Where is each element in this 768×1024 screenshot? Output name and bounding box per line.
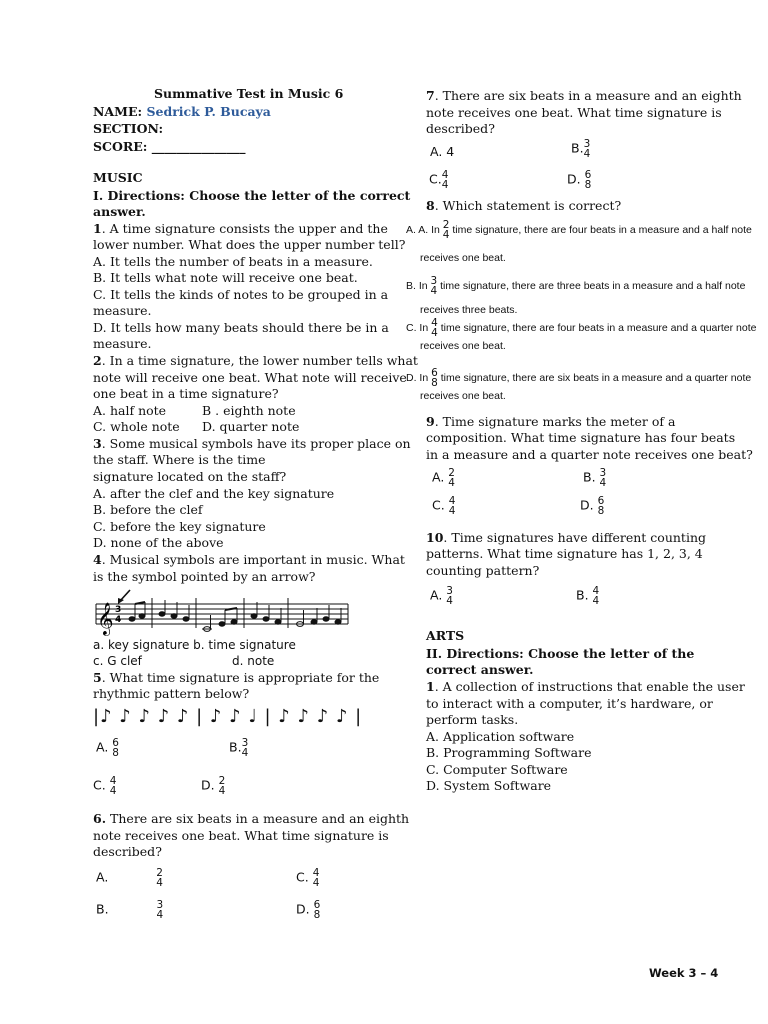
music-directions: I. Directions: Choose the letter of the correct	[93, 188, 411, 203]
q9-stem	[426, 414, 675, 430]
arts-heading: ARTS	[426, 628, 465, 643]
q2-option-b: B . eighth note	[202, 403, 296, 418]
q7-option-d-fraction: 6 8	[584, 169, 592, 191]
q8-option-a-cont: receives one beat.	[420, 252, 506, 264]
q5-number: 5	[93, 670, 102, 685]
name-row	[93, 104, 271, 120]
q6-option-d-fraction: 6 8	[313, 899, 321, 921]
q8-option-c-cont: receives one beat.	[420, 340, 506, 352]
q1-option-c: C. It tells the kinds of notes to be grouped in a	[93, 287, 389, 302]
q1-option-d-cont: measure.	[93, 336, 152, 351]
q9-option-c-letter: C.	[432, 497, 445, 513]
q6-option-c	[296, 868, 319, 888]
q9-number: 9	[426, 414, 435, 429]
q8-option-b-text: time signature, there are three beats in a measure and a half note	[440, 279, 746, 292]
test-title: Summative Test in Music 6	[154, 86, 344, 101]
q8-option-c-fraction: 4 4	[431, 317, 438, 339]
music-directions-cont: answer.	[93, 204, 146, 219]
q8-option-b	[406, 276, 745, 296]
q5-option-c-fraction: 4 4	[109, 775, 117, 797]
q9-option-d	[580, 496, 604, 516]
q8-option-d-fraction: 6 8	[431, 367, 438, 389]
q8-option-a-fraction: 2 4	[442, 219, 450, 241]
q10-stem	[426, 530, 706, 546]
q2-option-a: A. half note	[93, 403, 167, 418]
q3-number: 3	[93, 436, 102, 451]
q8-option-c	[406, 318, 757, 338]
q9-option-d-fraction: 6 8	[597, 495, 605, 517]
q9-option-b	[583, 468, 606, 488]
q8-option-c-text: time signature, there are four beats in a measure and a quarter note	[440, 321, 757, 334]
q5-option-d-fraction: 2 4	[218, 775, 226, 797]
q7-option-c	[429, 170, 448, 190]
q10-number: 10	[426, 530, 444, 545]
q7-option-c-fraction: 4 4	[441, 169, 449, 191]
q6-number: 6.	[93, 811, 107, 826]
q9-option-c-fraction: 4 4	[448, 495, 456, 517]
q7-option-b	[571, 139, 590, 159]
q8-option-a-text: time signature, there are four beats in a measure and a half note	[452, 223, 752, 236]
q8-option-c-prefix: C. In	[406, 321, 429, 334]
q5-option-d-letter: D.	[201, 777, 215, 793]
week-label: Week 3 – 4	[649, 966, 719, 980]
q8-option-d-text: time signature, there are six beats in a measure and a quarter note	[440, 371, 752, 384]
q7-line: described?	[426, 121, 495, 136]
q3-line: the staff. Where is the time	[93, 452, 266, 467]
q5-line: rhythmic pattern below?	[93, 686, 250, 701]
music-staff-illustration	[92, 588, 354, 640]
q7-option-c-letter: C.	[429, 171, 442, 187]
q3-option-a: A. after the clef and the key signature	[93, 486, 335, 501]
q6-line: note receives one beat. What time signature is	[93, 828, 389, 843]
q5-option-d	[201, 776, 225, 796]
q6-option-b-fraction: 3 4	[156, 899, 164, 921]
section-label: SECTION:	[93, 121, 164, 136]
q8-option-a	[406, 220, 752, 240]
q7-option-a: A. 4	[430, 144, 455, 159]
q3-line: signature located on the staff?	[93, 469, 287, 484]
q6-line: There are six beats in a measure and an eighth	[106, 811, 410, 826]
time-signature-upper: 3	[115, 605, 122, 615]
name-label: NAME:	[93, 104, 143, 119]
student-name: Sedrick P. Bucaya	[146, 104, 271, 119]
arts-q1-option-a: A. Application software	[426, 729, 575, 744]
q6-option-b	[96, 900, 163, 920]
q5-option-a-fraction: 6 8	[112, 737, 119, 759]
q9-option-a-letter: A.	[432, 469, 445, 485]
q2-option-c: C. whole note	[93, 419, 180, 434]
q8-number: 8	[426, 198, 435, 213]
q7-number: 7	[426, 88, 435, 103]
q8-stem	[426, 198, 621, 214]
q1-stem	[93, 221, 388, 237]
rhythmic-pattern: |♪ ♪ ♪ ♪ ♪ | ♪ ♪ ♩ | ♪ ♪ ♪ ♪ |	[93, 706, 363, 727]
arts-q1-line: perform tasks.	[426, 712, 519, 727]
q1-option-d: D. It tells how many beats should there be in a	[93, 320, 389, 335]
q6-line: described?	[93, 844, 162, 859]
q2-line: one beat in a time signature?	[93, 386, 279, 401]
q10-option-a-fraction: 3 4	[446, 585, 453, 607]
q8-option-a-prefix: A. A. In	[406, 223, 440, 236]
q9-line: . Time signature marks the meter of a	[434, 414, 676, 429]
q4-option-ab: a. key signature b. time signature	[93, 638, 296, 652]
q2-line: . In a time signature, the lower number tells what	[101, 353, 418, 368]
q9-option-c	[432, 496, 455, 516]
q10-option-b-letter: B.	[576, 587, 589, 603]
q4-line: . Musical symbols are important in music. What	[101, 552, 405, 567]
q9-line: composition. What time signature has four beats	[426, 430, 736, 445]
q3-option-b: B. before the clef	[93, 502, 203, 517]
score-label: SCORE: _______________	[93, 139, 246, 154]
q6-option-a-letter: A.	[96, 869, 109, 885]
q4-option-c: c. G clef	[93, 654, 142, 668]
q8-option-b-prefix: B. In	[406, 279, 428, 292]
q2-number: 2	[93, 353, 102, 368]
q9-option-a	[432, 468, 455, 488]
arts-directions-cont: correct answer.	[426, 662, 534, 677]
q10-line: . Time signatures have different counting	[443, 530, 706, 545]
q10-option-b-fraction: 4 4	[592, 585, 600, 607]
arts-q1-option-c: C. Computer Software	[426, 762, 568, 777]
q1-line: lower number. What does the upper number tell?	[93, 237, 406, 252]
q8-option-b-fraction: 3 4	[430, 275, 438, 297]
q8-option-d-prefix: D. In	[406, 371, 429, 384]
q6-option-c-letter: C.	[296, 869, 309, 885]
q7-option-b-fraction: 3 4	[583, 138, 591, 160]
q4-number: 4	[93, 552, 102, 567]
q6-option-d-letter: D.	[296, 901, 310, 917]
q1-number: 1	[93, 221, 102, 236]
q9-option-b-fraction: 3 4	[599, 467, 607, 489]
arts-directions: II. Directions: Choose the letter of the	[426, 646, 695, 661]
q4-stem	[93, 552, 405, 568]
q7-option-d-letter: D.	[567, 171, 581, 187]
q1-option-c-cont: measure.	[93, 303, 152, 318]
time-signature-lower: 4	[115, 615, 122, 625]
q7-stem	[426, 88, 742, 104]
arts-q1-line: . A collection of instructions that enable the user	[434, 679, 745, 694]
q5-option-a-letter: A.	[96, 739, 109, 755]
q1-line: . A time signature consists the upper and the	[101, 221, 388, 236]
q10-option-a-letter: A.	[430, 587, 443, 603]
q9-option-d-letter: D.	[580, 497, 594, 513]
q1-option-a: A. It tells the number of beats in a measure.	[93, 254, 373, 269]
q2-line: note will receive one beat. What note will receive	[93, 370, 407, 385]
q5-option-c	[93, 776, 116, 796]
q2-option-d: D. quarter note	[202, 419, 300, 434]
q6-option-a	[96, 868, 163, 888]
q8-text: . Which statement is correct?	[434, 198, 622, 213]
q5-option-b-letter: B.	[229, 739, 242, 755]
q10-line: patterns. What time signature has 1, 2, 3, 4	[426, 546, 703, 561]
arts-q1-stem	[426, 679, 745, 695]
q4-option-d: d. note	[232, 654, 275, 668]
g-clef-icon: 𝄞	[97, 602, 114, 635]
arts-q1-number: 1	[426, 679, 435, 694]
q5-option-a	[96, 738, 119, 758]
q3-line: . Some musical symbols have its proper place on	[101, 436, 411, 451]
q8-option-d-cont: receives one beat.	[420, 390, 506, 402]
q9-option-a-fraction: 2 4	[448, 467, 455, 489]
q6-stem	[93, 811, 409, 827]
q6-option-d	[296, 900, 320, 920]
q10-option-a	[430, 586, 453, 606]
q9-option-b-letter: B.	[583, 469, 596, 485]
q2-stem	[93, 353, 418, 369]
arts-q1-option-d: D. System Software	[426, 778, 552, 793]
arts-q1-line: to interact with a computer, it’s hardware, or	[426, 696, 713, 711]
q3-option-c: C. before the key signature	[93, 519, 266, 534]
q8-option-b-cont: receives three beats.	[420, 304, 518, 316]
q5-option-b	[229, 738, 248, 758]
q6-option-b-letter: B.	[96, 901, 109, 917]
q5-option-b-fraction: 3 4	[241, 737, 249, 759]
q7-option-d	[567, 170, 591, 190]
q9-line: in a measure and a quarter note receives one beat?	[426, 447, 753, 462]
q8-option-d	[406, 368, 751, 388]
music-heading: MUSIC	[93, 170, 143, 185]
arts-q1-option-b: B. Programming Software	[426, 745, 592, 760]
q5-stem	[93, 670, 379, 686]
q7-line: note receives one beat. What time signature is	[426, 105, 722, 120]
q1-option-b: B. It tells what note will receive one beat.	[93, 270, 358, 285]
q6-option-a-fraction: 2 4	[156, 867, 163, 889]
q10-option-b	[576, 586, 599, 606]
q4-line: is the symbol pointed by an arrow?	[93, 569, 316, 584]
q5-line: . What time signature is appropriate for the	[101, 670, 380, 685]
q5-option-c-letter: C.	[93, 777, 106, 793]
q10-line: counting pattern?	[426, 563, 540, 578]
q7-option-b-letter: B.	[571, 140, 584, 156]
q3-stem	[93, 436, 411, 452]
q6-option-c-fraction: 4 4	[312, 867, 320, 889]
q7-line: . There are six beats in a measure and an eighth	[434, 88, 742, 103]
q3-option-d: D. none of the above	[93, 535, 224, 550]
